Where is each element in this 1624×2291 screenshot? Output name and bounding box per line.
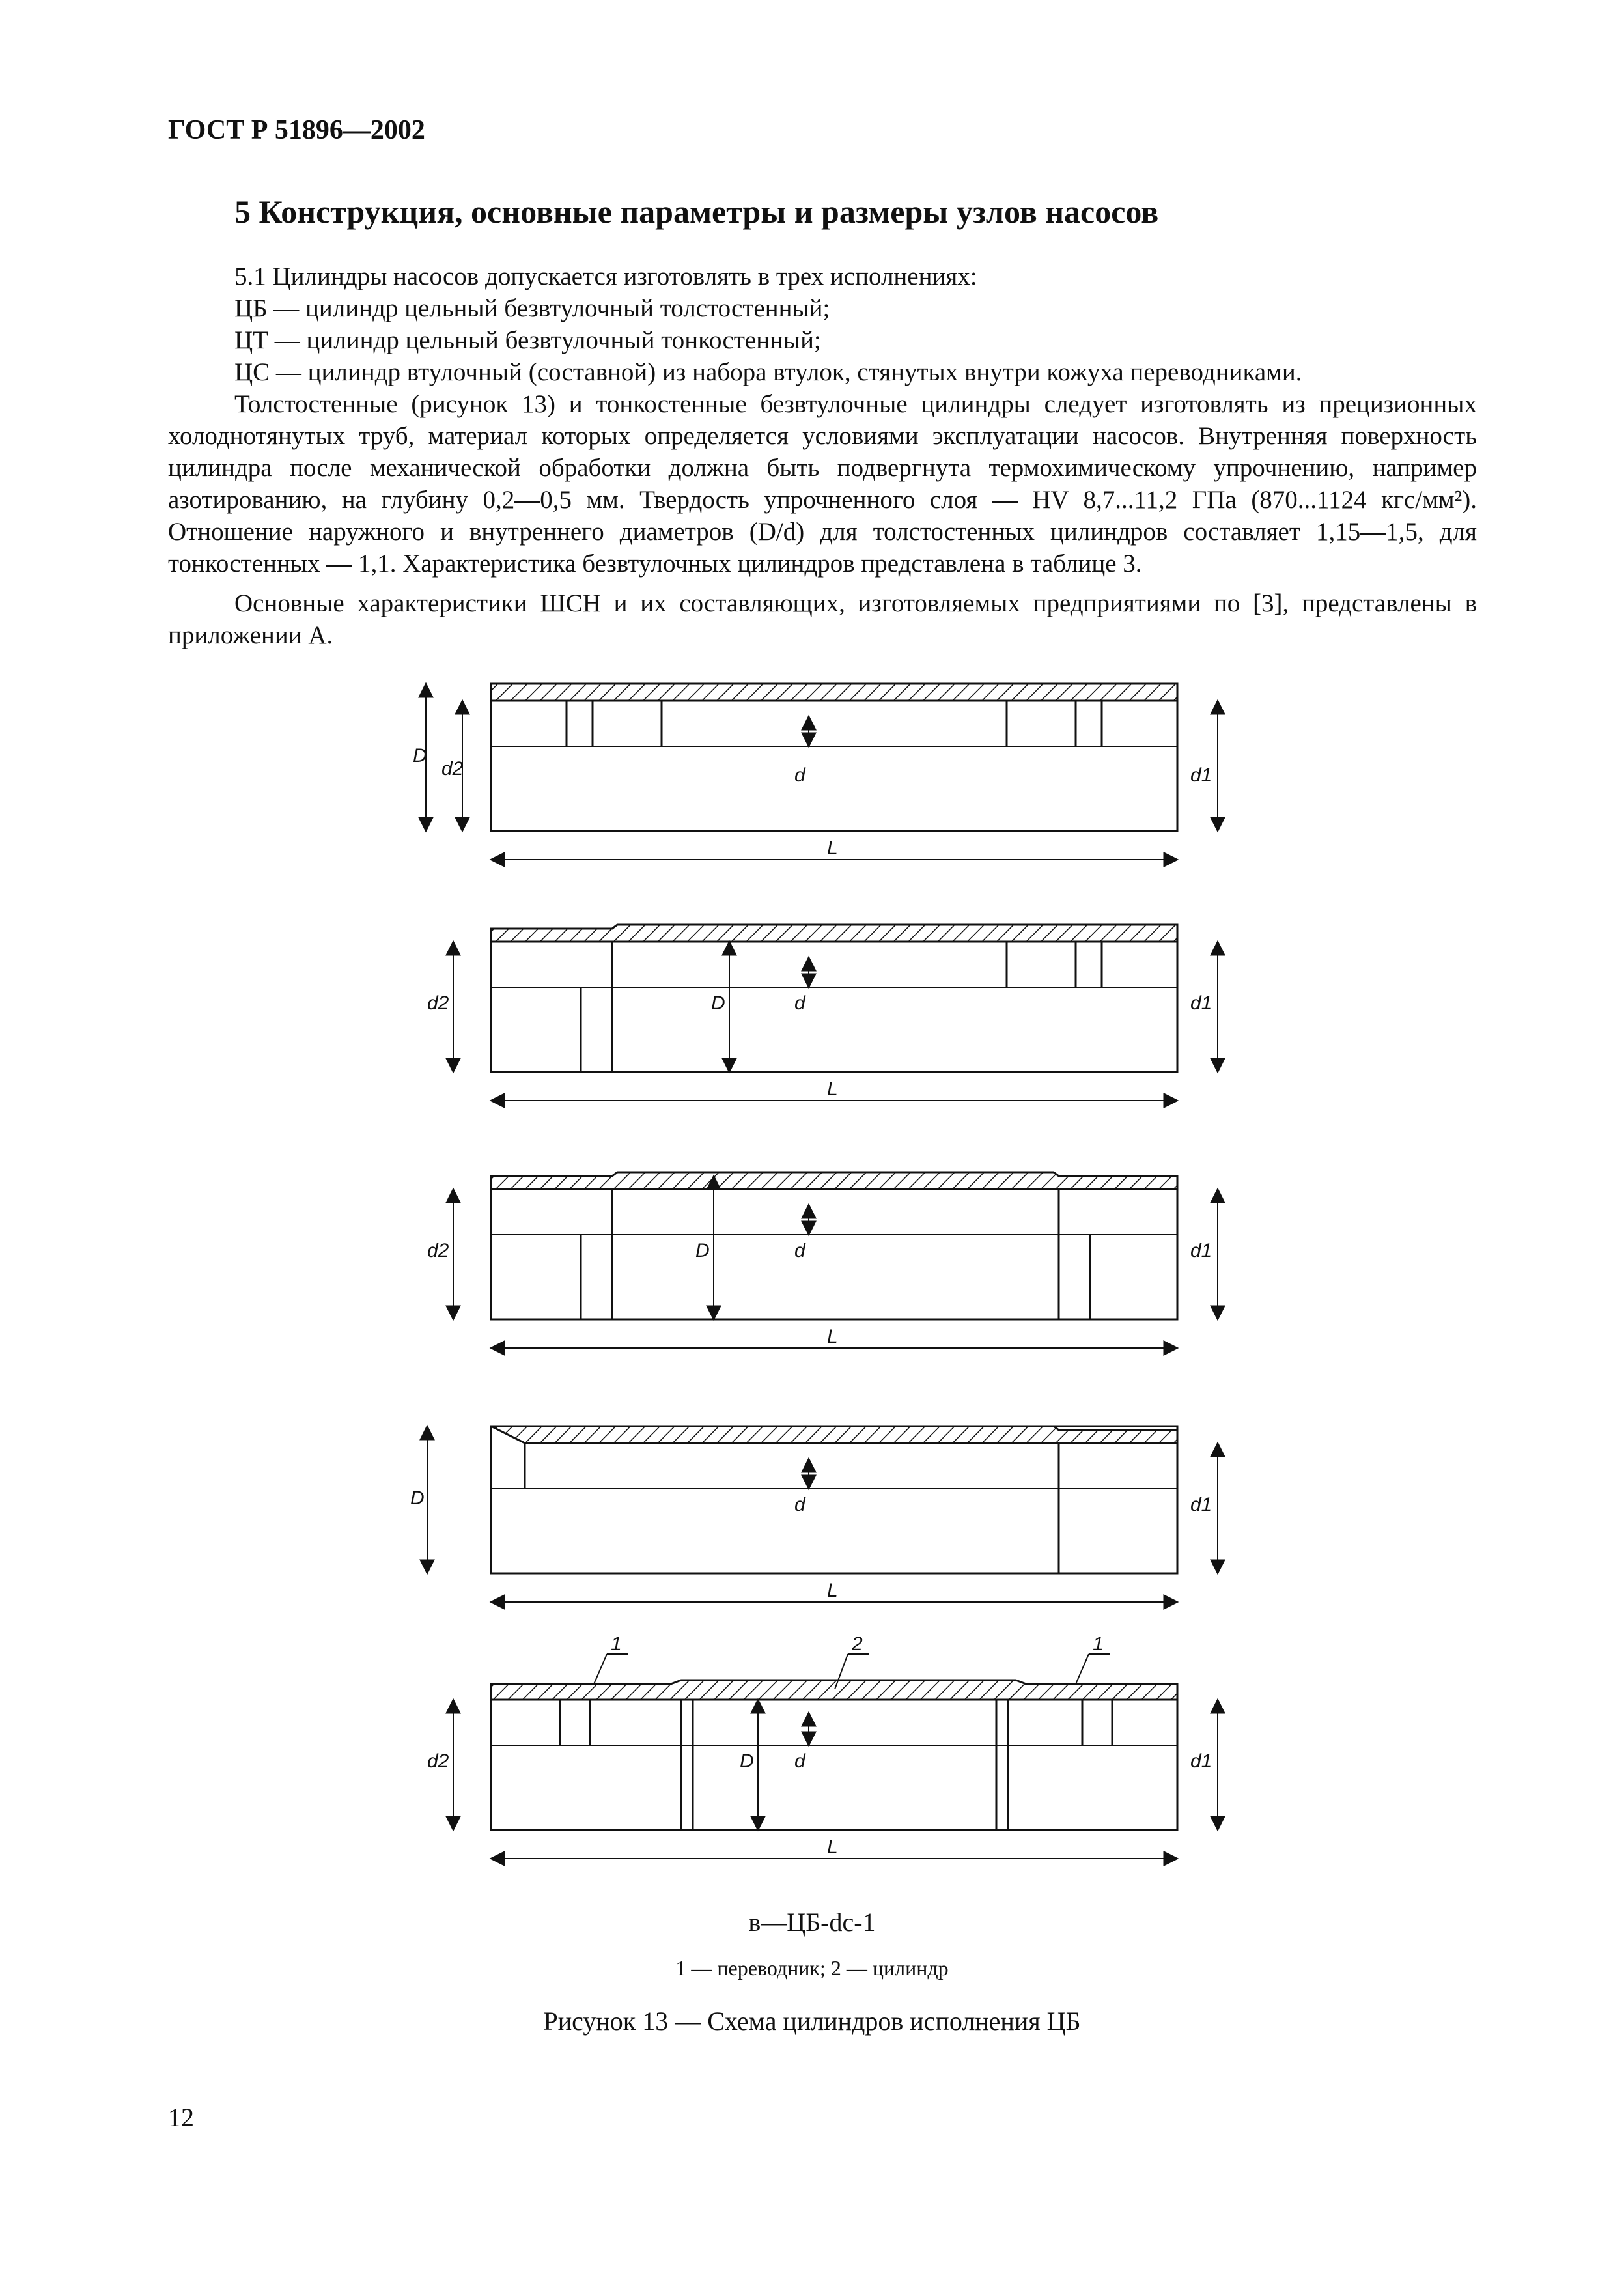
label-D: D (410, 1487, 425, 1509)
label-d1: d1 (1190, 1750, 1212, 1772)
label-d: d (794, 1750, 805, 1772)
cylinder-schemes-figure (365, 664, 1276, 1902)
label-d: d (794, 1494, 805, 1515)
paragraph-5-1: 5.1 Цилиндры насосов допускается изготовлять в трех исполнениях: (234, 262, 977, 290)
label-D: D (695, 1240, 710, 1261)
callout-2: 2 (852, 1633, 863, 1655)
label-L: L (827, 837, 838, 859)
cylinder-scheme-b (427, 925, 1218, 1101)
label-L: L (827, 1078, 838, 1100)
callout-1-right: 1 (1093, 1633, 1104, 1655)
label-d1: d1 (1190, 1494, 1212, 1515)
label-d2: d2 (441, 758, 464, 780)
label-L: L (827, 1836, 838, 1858)
paragraph-thick-wall: Толстостенные (рисунок 13) и тонкостенные безвтулочные цилиндры следует изготовлять из прецизионных холоднотянутых труб, материал которых определяется условиями эксплуатации насосов. Внутренняя поверхность цилиндра после механической обработки должна быть подвергнута термохимическому упрочнению, например азотированию, на глубину 0,2—0,5 мм. Твердость упрочненного слоя — HV 8,7...11,2 ГПа (870...1124 кгс/мм²). Отношение наружного и внутреннего диаметров (D/d) для толстостенных цилиндров составляет 1,15—1,5, для тонкостенных — 1,1. Характеристика безвтулочных цилиндров представлена в таблице 3. (168, 390, 1477, 578)
label-d: d (794, 1240, 805, 1261)
paragraph-ct: ЦТ — цилиндр цельный безвтулочный тонкостенный; (234, 326, 821, 354)
label-D: D (711, 992, 725, 1014)
paragraph-characteristics: Основные характеристики ШСН и их составляющих, изготовляемых предприятиями по [3], представлены в приложении А. (168, 589, 1477, 649)
label-d2: d2 (427, 992, 449, 1014)
label-d2: d2 (427, 1750, 449, 1772)
label-D: D (413, 745, 427, 766)
label-d1: d1 (1190, 1240, 1212, 1261)
cylinder-scheme-e (427, 1633, 1218, 1859)
label-L: L (827, 1580, 838, 1601)
callout-1-left: 1 (611, 1633, 622, 1655)
section-title: 5 Конструкция, основные параметры и размеры узлов насосов (234, 193, 1159, 230)
cylinder-scheme-c (427, 1172, 1218, 1348)
label-d: d (794, 765, 805, 786)
figure-legend: 1 — переводник; 2 — цилиндр (675, 1956, 949, 1980)
figure-subcaption: в—ЦБ-dc-1 (748, 1907, 876, 1937)
label-L: L (827, 1326, 838, 1347)
label-D: D (740, 1750, 754, 1772)
page-number: 12 (168, 2103, 194, 2132)
figure-caption: Рисунок 13 — Схема цилиндров исполнения ЦБ (543, 2006, 1081, 2036)
paragraph-cs: ЦС — цилиндр втулочный (составной) из набора втулок, стянутых внутри кожуха переводниками. (234, 358, 1302, 386)
paragraph-cb: ЦБ — цилиндр цельный безвтулочный толстостенный; (234, 294, 830, 322)
label-d1: d1 (1190, 765, 1212, 786)
standard-header: ГОСТ Р 51896—2002 (168, 115, 425, 145)
cylinder-scheme-d (410, 1426, 1218, 1602)
label-d: d (794, 992, 805, 1014)
cylinder-scheme-a (413, 684, 1218, 860)
label-d2: d2 (427, 1240, 449, 1261)
label-d1: d1 (1190, 992, 1212, 1014)
body-text (168, 260, 1477, 651)
